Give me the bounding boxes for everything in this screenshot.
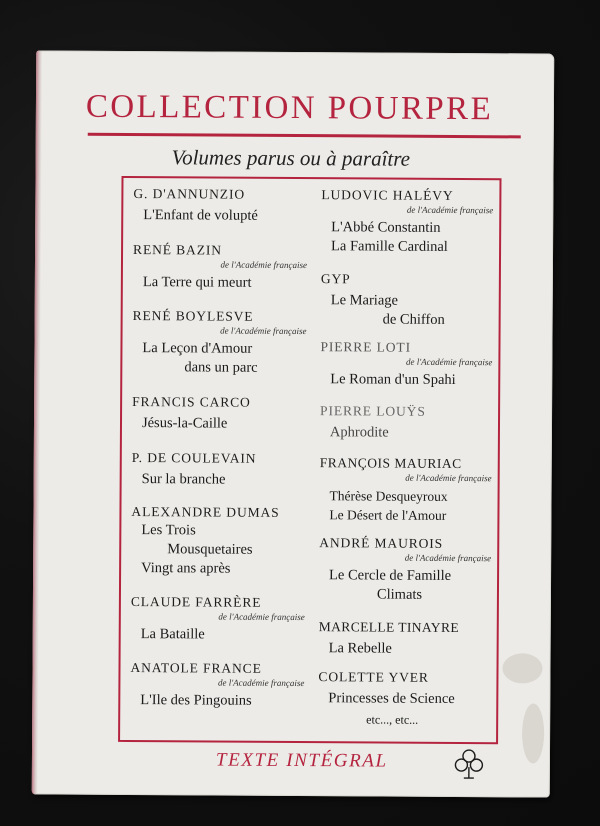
work-title: Le Mariage [330,292,399,309]
work-title: Le Cercle de Famille [329,567,452,584]
author-name: CLAUDE FARRÈRE [130,594,262,610]
author-name: P. DE COULEVAIN [131,450,257,466]
author-name: ANDRÉ MAUROIS [319,535,444,551]
catalog-entry [130,660,310,711]
work-title: La Terre qui meurt [142,274,252,291]
catalog-entry [320,339,498,390]
author-name: COLETTE YVER [318,669,429,685]
author-name: PIERRE LOUŸS [320,403,426,419]
work-title: dans un parc [184,359,258,376]
catalog-entry [319,455,497,525]
catalog-entry [133,242,313,293]
academie-note: de l'Académie française [405,472,492,484]
author-name: FRANCIS CARCO [132,394,251,410]
work-title: Jésus-la-Caille [141,415,228,432]
catalog-entry [321,187,499,257]
catalog-entry [319,535,497,605]
author-name: RENÉ BAZIN [133,242,222,258]
catalog-entry [132,308,312,378]
wear-stain [522,703,544,763]
work-title: L'Ile des Pingouins [140,692,252,709]
catalog-entry [131,594,311,645]
author-name: LUDOVIC HALÉVY [321,187,454,203]
academie-note: de l'Académie française [404,552,492,564]
work-title: Thérèse Desqueyroux [329,488,448,504]
author-name: G. D'ANNUNZIO [133,186,246,202]
author-name: PIERRE LOTI [320,339,412,355]
academie-note: de l'Académie française [220,325,307,337]
academie-note: de l'Académie française [218,611,305,623]
author-name: MARCELLE TINAYRE [318,619,460,636]
wear-stain [502,653,542,683]
texte-integral-label: TEXTE INTÉGRAL [215,749,388,772]
work-title: Princesses de Science [328,690,455,707]
author-name: ALEXANDRE DUMAS [131,504,280,520]
work-title: Le Désert de l'Amour [329,507,447,523]
book-back-cover [32,50,555,797]
author-name: GYP [320,271,351,287]
academie-note: de l'Académie française [220,259,308,271]
work-title: Aphrodite [329,424,389,441]
author-name: ANATOLE FRANCE [130,660,262,676]
etc-note: etc..., etc... [366,712,419,727]
work-title: Le Roman d'un Spahi [330,371,456,388]
academie-note: de l'Académie française [405,356,493,368]
work-title: de Chiffon [382,311,445,328]
catalog-entry [131,504,311,579]
title-underline [88,133,521,139]
catalog-entry [319,619,497,659]
work-title: Mousquetaires [167,541,253,558]
work-title: Les Trois [141,522,196,539]
work-title: Sur la branche [141,471,226,488]
collection-title: COLLECTION POURPRE [85,88,494,128]
academie-note: de l'Académie française [217,677,305,689]
work-title: La Leçon d'Amour [142,340,253,357]
subtitle: Volumes parus ou à paraître [171,145,411,171]
catalog-entry [132,394,312,434]
catalog-entry [320,403,498,443]
academie-note: de l'Académie française [406,204,494,216]
work-title: L'Abbé Constantin [331,219,441,236]
work-title: La Bataille [140,626,205,643]
work-title: Vingt ans après [141,560,231,577]
author-name: FRANÇOIS MAURIAC [319,455,462,472]
right-column [318,179,499,727]
catalog-entry [321,271,499,330]
catalog-entry [133,186,313,226]
club-icon [452,747,486,781]
catalog-entry [132,450,312,490]
work-title: La Rebelle [328,640,392,657]
left-column [130,178,313,709]
work-title: L'Enfant de volupté [143,207,258,224]
work-title: La Famille Cardinal [331,238,448,255]
work-title: Climats [376,586,423,603]
author-name: RENÉ BOYLESVE [132,308,254,324]
catalog-frame [118,176,501,744]
catalog-entry [318,669,496,730]
